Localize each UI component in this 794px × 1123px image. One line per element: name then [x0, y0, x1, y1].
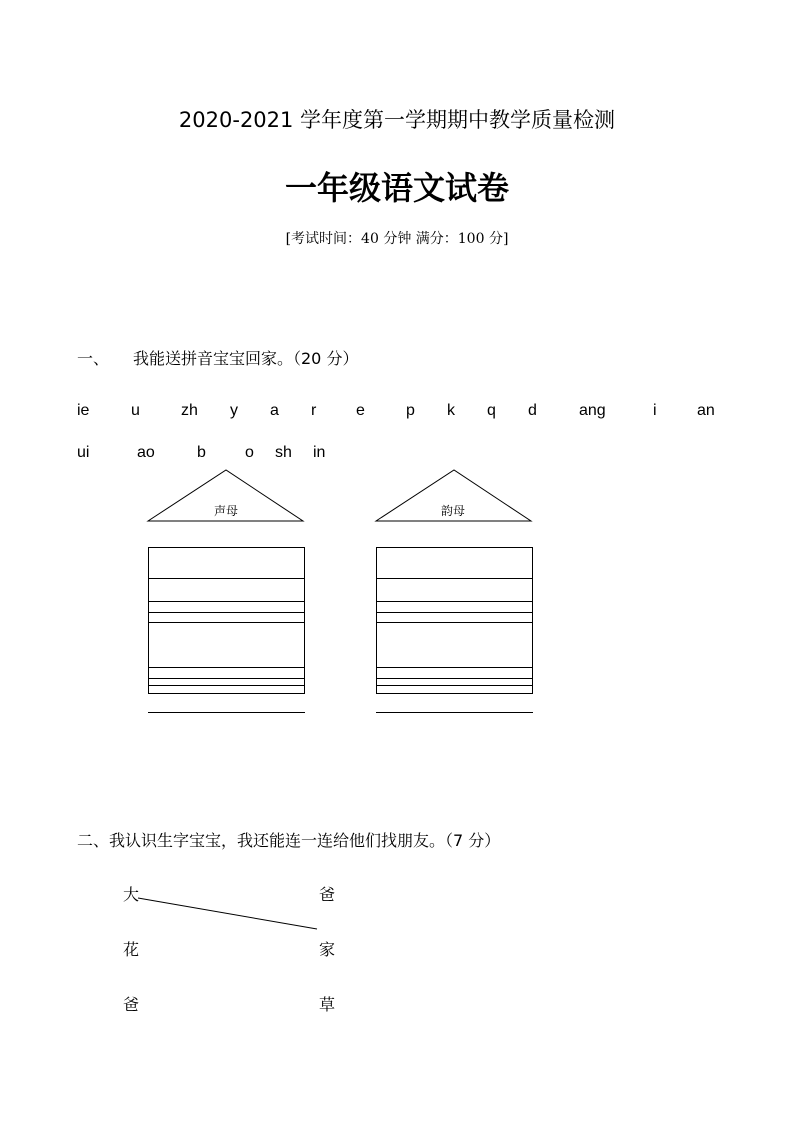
- writing-line: [148, 667, 305, 668]
- pinyin-item: in: [313, 444, 326, 461]
- pinyin-item: r: [311, 402, 317, 419]
- pinyin-item: y: [230, 402, 238, 419]
- pinyin-item: q: [487, 402, 496, 419]
- match-right-char: 家: [319, 940, 336, 959]
- house-label: 韵母: [440, 504, 465, 518]
- writing-line: [376, 678, 533, 679]
- pinyin-item: ang: [579, 402, 606, 419]
- house-body: [148, 547, 305, 694]
- writing-line: [148, 578, 305, 579]
- section1-number: 一、: [77, 349, 110, 368]
- writing-line: [148, 685, 305, 686]
- exam-info: [考试时间：40 分钟 满分：100 分]: [285, 231, 509, 247]
- writing-line: [376, 667, 533, 668]
- writing-line: [148, 622, 305, 623]
- match-right-char: 爸: [319, 885, 336, 904]
- section2-heading: 二、我认识生字宝宝，我还能连一连给他们找朋友。（7 分）: [77, 831, 501, 850]
- writing-line: [376, 622, 533, 623]
- match-right-char: 草: [319, 995, 336, 1014]
- match-left-char: 爸: [123, 995, 140, 1014]
- base-line: [148, 712, 305, 713]
- writing-line: [148, 601, 305, 602]
- house-body: [376, 547, 533, 694]
- house-label: 声母: [213, 504, 238, 518]
- match-left-char: 大: [123, 885, 140, 904]
- writing-line: [376, 612, 533, 613]
- match-left-char: 花: [123, 940, 140, 959]
- writing-line: [376, 685, 533, 686]
- pinyin-item: e: [356, 402, 365, 419]
- pinyin-item: d: [528, 402, 537, 419]
- section1-heading: 我能送拼音宝宝回家。（20 分）: [133, 349, 359, 368]
- writing-line: [148, 612, 305, 613]
- pinyin-item: u: [131, 402, 140, 419]
- pinyin-item: a: [270, 402, 279, 419]
- pinyin-item: zh: [181, 402, 198, 419]
- paper-title: 一年级语文试卷: [284, 169, 509, 207]
- pinyin-item: k: [447, 402, 455, 419]
- pinyin-item: ao: [137, 444, 155, 461]
- writing-line: [148, 678, 305, 679]
- pinyin-item: i: [653, 402, 657, 419]
- pinyin-item: an: [697, 402, 715, 419]
- writing-line: [376, 578, 533, 579]
- example-connecting-line: [130, 890, 325, 935]
- pinyin-item: b: [197, 444, 206, 461]
- writing-line: [376, 601, 533, 602]
- pinyin-item: ui: [77, 444, 90, 461]
- pinyin-item: o: [245, 444, 254, 461]
- base-line: [376, 712, 533, 713]
- pinyin-item: ie: [77, 402, 90, 419]
- pinyin-item: sh: [275, 444, 292, 461]
- pinyin-item: p: [406, 402, 415, 419]
- exam-title: 2020-2021 学年度第一学期期中教学质量检测: [178, 108, 616, 132]
